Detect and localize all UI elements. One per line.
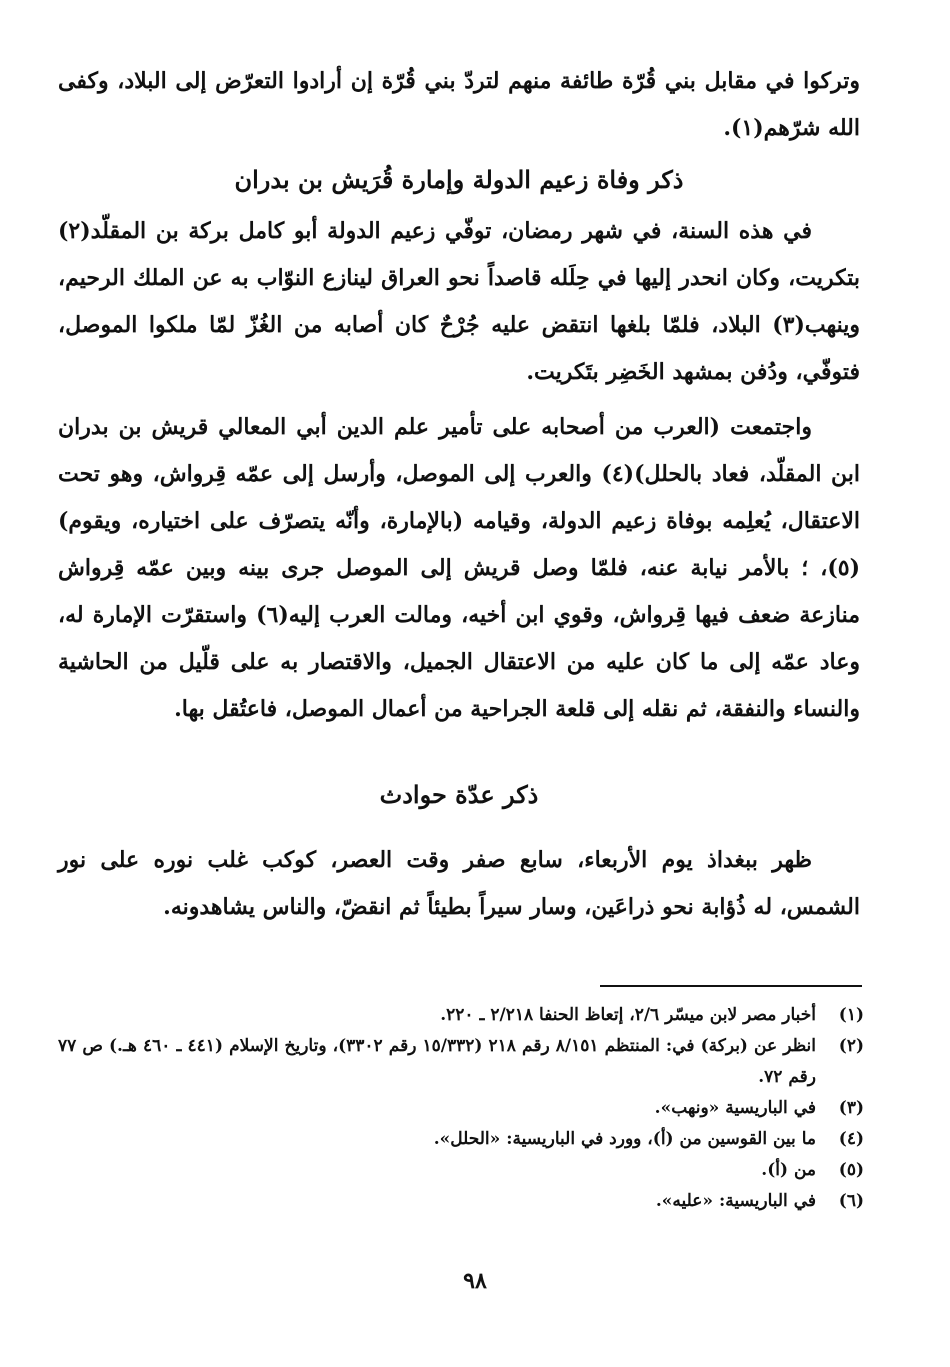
paragraph-quraysh-emirate: واجتمعت (العرب من أصحابه على تأمير علم الدين أبي المعالي قريش بن بدران ابن المقلّد، فعاد بالحلل)(٤) والعرب إلى الموصل، وأرسل إلى عمّه قِرواش، وهو تحت الاعتقال، يُعلِمه بوفاة زعيم الدولة، وقيامه (بالإمارة، وأنّه يتصرّف على اختياره، ويقوم)(٥)، ؛ بالأمر نيابة عنه، فلمّا وصل قريش إلى الموصل جرى بينه وبين عمّه قِرواش منازعة ضعف فيها قِرواش، وقوي ابن أخيه، ومالت العرب إليه(٦) واستقرّت الإمارة له، وعاد عمّه إلى ما كان عليه من الاعتقال الجميل، والاقتصار به على قلّيل من الحاشية والنساء والنفقة، ثم نقله إلى قلعة الجراحية من أعمال الموصل، فاعتُقل بها. bbox=[58, 414, 860, 722]
footnote-item bbox=[58, 1124, 864, 1155]
footnote-separator bbox=[600, 985, 862, 987]
footnote-item bbox=[58, 1093, 864, 1124]
footnote-text: انظر عن (بركة) في: المنتظم ٨/١٥١ رقم ٢١٨ (١٥/٣٣٢ رقم ٣٣٠٢)، وتاريخ الإسلام (٤٤١ ـ ٤٦٠ هـ.) ص ٧٧ رقم ٧٢. bbox=[58, 1036, 817, 1087]
footnote-item bbox=[58, 1000, 864, 1031]
main-text bbox=[58, 58, 860, 931]
footnote-number: (٢) bbox=[838, 1036, 864, 1056]
footnote-text: من (أ). bbox=[761, 1160, 816, 1180]
footnote-number: (٤) bbox=[838, 1129, 864, 1149]
footnote-text: في الباريسية: «عليه». bbox=[655, 1191, 816, 1211]
page-number: ٩٨ bbox=[463, 1268, 487, 1294]
footnote-number: (٥) bbox=[838, 1160, 864, 1180]
footnote-item bbox=[58, 1186, 864, 1217]
paragraph-death-of-zaim: في هذه السنة، في شهر رمضان، توفّي زعيم الدولة أبو كامل بركة بن المقلّد(٢) بتكريت، وكان انحدر إليها في حِلَله قاصداً نحو العراق لينازع النوّاب به عن الملك الرحيم، وينهب(٣) البلاد، فلمّا بلغها انتقض عليه جُرْحٌ كان أصابه من الغُزّ لمّا ملكوا الموصل، فتوفّي، ودُفن بمشهد الخَضِر بتَكريت. bbox=[58, 218, 860, 385]
section-heading-events: ذكر عدّة حوادث bbox=[379, 780, 539, 809]
paragraph-comet: ظهر ببغداذ يوم الأربعاء، سابع صفر وقت العصر، كوكب غلب نوره على نور الشمس، له ذُؤابة نحو ذراعَين، وسار سيراً بطيئاً ثم انقضّ، والناس يشاهدونه. bbox=[58, 847, 860, 920]
footnote-item bbox=[58, 1031, 864, 1093]
footnote-number: (٣) bbox=[838, 1098, 864, 1118]
footnote-number: (٦) bbox=[838, 1191, 864, 1211]
footnote-text: في الباريسية «ونهب». bbox=[654, 1098, 816, 1118]
footnote-number: (١) bbox=[838, 1005, 864, 1025]
section-heading-death-of-zaim: ذكر وفاة زعيم الدولة وإمارة قُرَيش بن بدران bbox=[234, 165, 684, 194]
footnote-item bbox=[58, 1155, 864, 1186]
footnote-text: أخبار مصر لابن ميسّر ٢/٦، إتعاظ الحنفا ٢/٢١٨ ـ ٢٢٠. bbox=[440, 1005, 816, 1025]
footnotes bbox=[58, 1000, 864, 1217]
paragraph-continuation: وتركوا في مقابل بني قُرّة طائفة منهم لتردّ بني قُرّة إن أرادوا التعرّض إلى البلاد، وكفى الله شرّهم(١). bbox=[58, 68, 860, 141]
footnote-text: ما بين القوسين من (أ)، وورد في الباريسية: «الحلل». bbox=[433, 1129, 816, 1149]
